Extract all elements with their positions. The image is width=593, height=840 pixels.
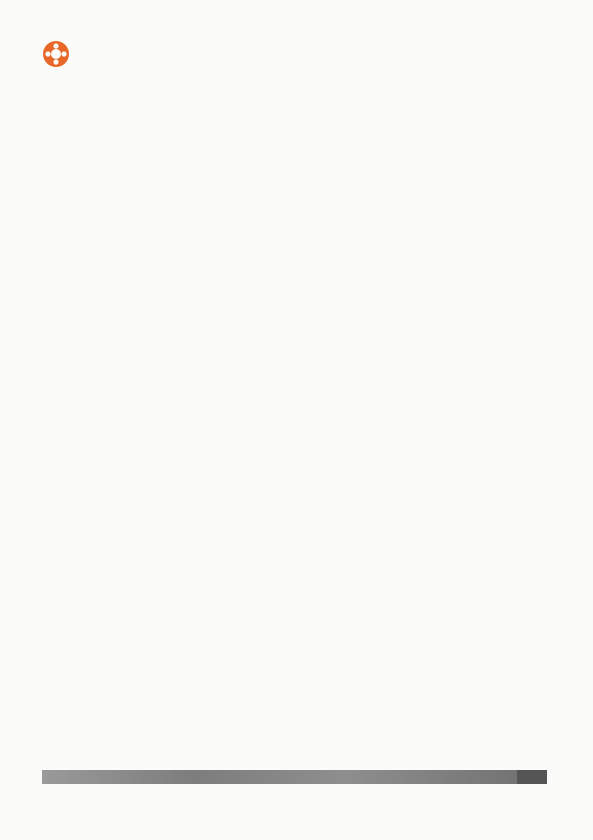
logo	[38, 36, 76, 72]
film-reel-icon	[41, 39, 71, 69]
footer-bar-end	[517, 770, 547, 784]
footer-bar	[42, 770, 547, 784]
